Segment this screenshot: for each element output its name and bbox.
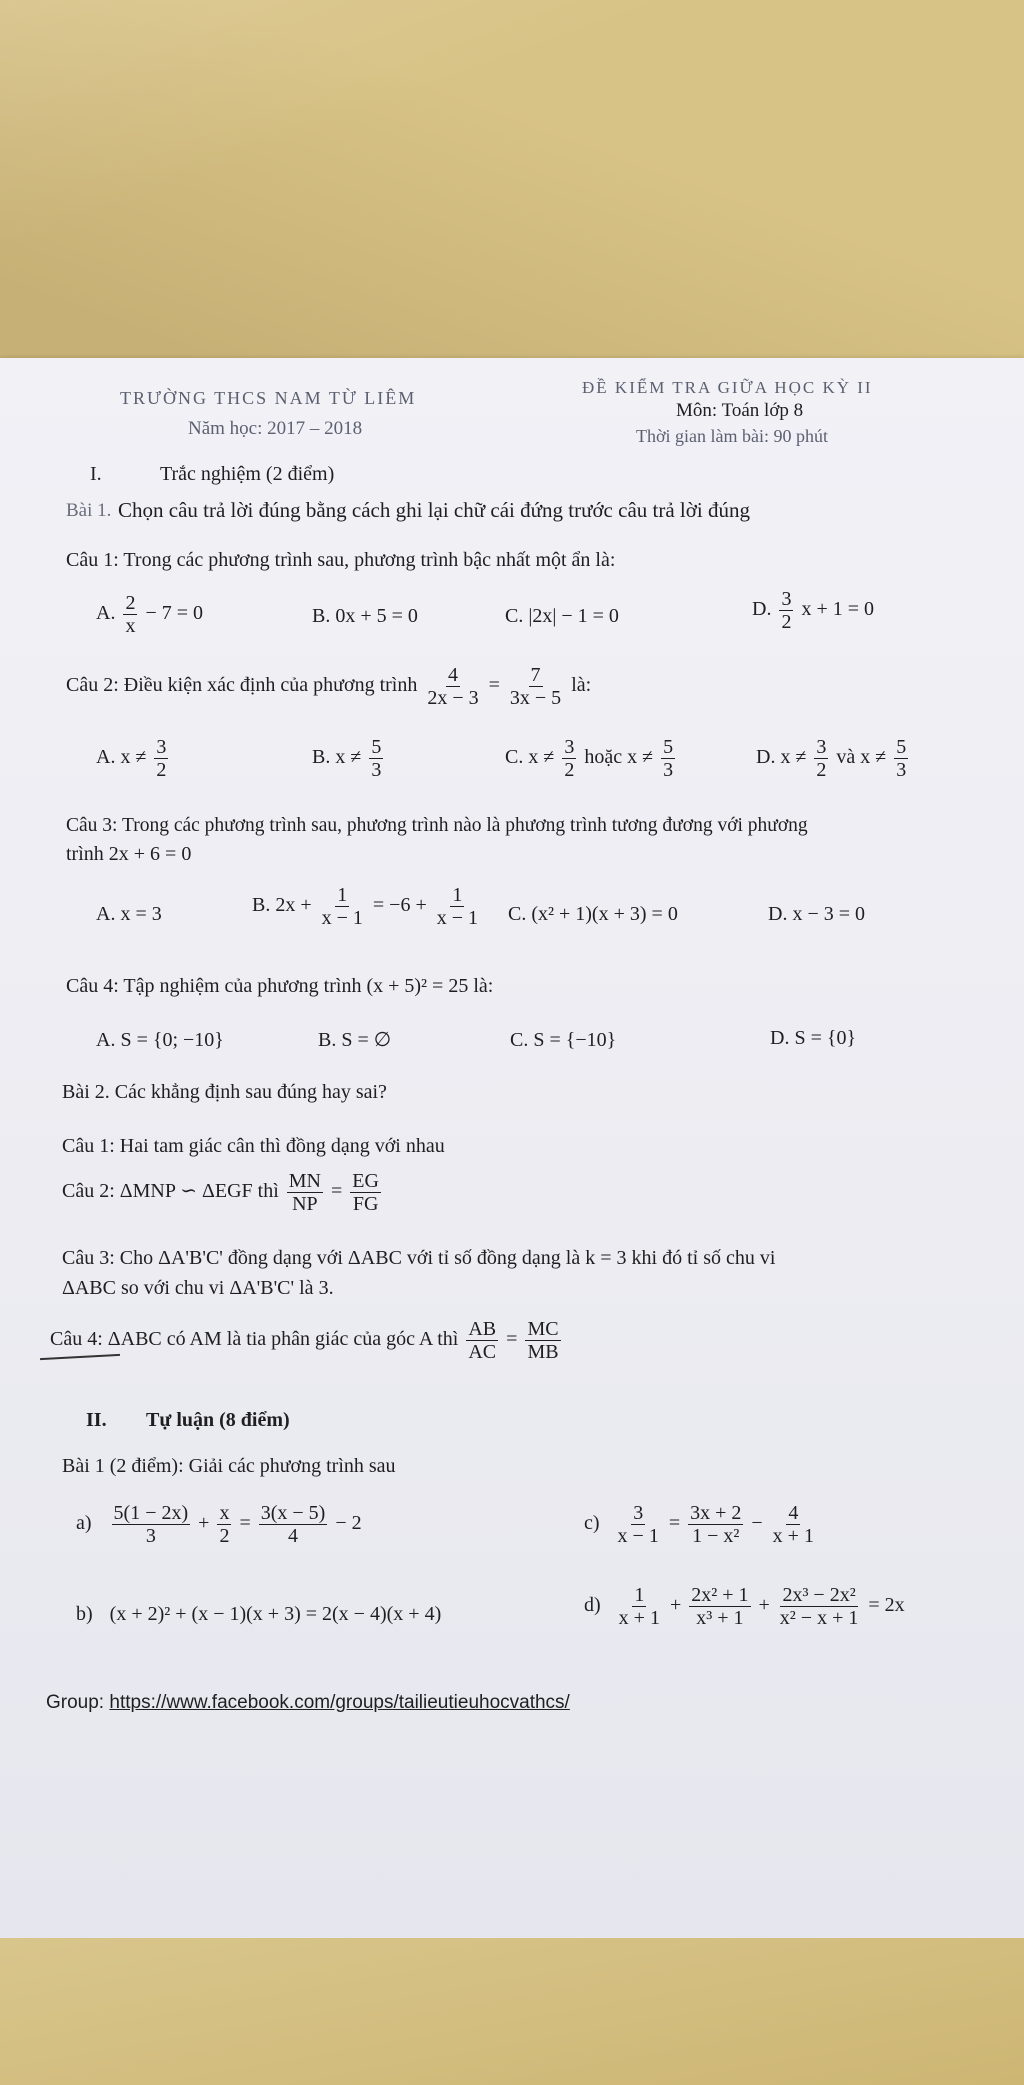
q2-fraction-1 <box>425 664 480 709</box>
eq-d-fraction-3 <box>778 1584 861 1629</box>
q2-c-label: C. x ≠ <box>505 746 555 769</box>
school-year: Năm học: 2017 – 2018 <box>188 418 363 439</box>
q2-option-a <box>96 736 171 781</box>
q3-b-mid: = −6 + <box>372 894 427 917</box>
s2-d1: NP <box>292 1193 318 1215</box>
part1-number: I. <box>90 463 102 485</box>
q1-a-label: A. <box>96 602 116 625</box>
part2-number: II. <box>86 1409 107 1431</box>
q2-option-b <box>312 736 386 781</box>
q2-a-den: 2 <box>156 759 167 781</box>
q4-option-a: A. S = {0; −10} <box>96 1029 224 1051</box>
eq-c-fraction-3 <box>771 1502 816 1547</box>
eq-c-label: c) <box>584 1512 600 1535</box>
q1-d-label: D. <box>752 598 772 621</box>
q2-c-den: 2 <box>564 759 575 781</box>
eq-a-label: a) <box>76 1512 92 1535</box>
q1-text: Câu 1: Trong các phương trình sau, phương trình bậc nhất một ẩn là: <box>66 549 616 571</box>
q1-option-d <box>752 588 874 633</box>
q2-b-den: 3 <box>371 759 382 781</box>
eq-c-d2: 1 − x² <box>692 1525 740 1547</box>
q1-d-tail: x + 1 = 0 <box>801 598 875 621</box>
eq-a-fraction-2 <box>217 1502 231 1547</box>
q3-b-fraction-2 <box>435 884 480 929</box>
q4-option-c: C. S = {−10} <box>510 1029 617 1051</box>
bai1-label: Bài 1. <box>66 500 112 521</box>
s4-eq: = <box>506 1328 518 1351</box>
q2-f1-num: 4 <box>447 664 458 686</box>
q1-d-num: 3 <box>781 588 792 610</box>
q2-c-num: 3 <box>564 736 575 758</box>
s2-fraction-2 <box>350 1170 381 1215</box>
q3-b-den2: x − 1 <box>436 907 479 929</box>
q4-text: Câu 4: Tập nghiệm của phương trình (x + 5)² = 25 là: <box>66 975 494 997</box>
q2-d-fraction-1 <box>814 736 828 781</box>
q2-a-fraction <box>154 736 168 781</box>
q2-text: Câu 2: Điều kiện xác định của phương trình <box>66 674 418 697</box>
eq-d-plus-2: + <box>758 1594 770 1617</box>
q2-stem <box>66 664 591 709</box>
q2-f1-den: 2x − 3 <box>427 687 479 709</box>
q2-f2-num: 7 <box>530 664 541 686</box>
q3-option-c: C. (x² + 1)(x + 3) = 0 <box>508 903 678 925</box>
eq-d-fraction-2 <box>689 1584 750 1629</box>
school-name: TRƯỜNG THCS NAM TỪ LIÊM <box>120 388 417 408</box>
part2-bai1: Bài 1 (2 điểm): Giải các phương trình sau <box>62 1455 396 1477</box>
q3-b-label: B. 2x + <box>252 894 312 917</box>
q3-b-fraction-1 <box>320 884 365 929</box>
exam-paper <box>0 358 1024 1938</box>
eq-d-fraction-1 <box>617 1584 662 1629</box>
bai2-statement-2 <box>62 1170 384 1215</box>
exam-title: ĐỀ KIỂM TRA GIỮA HỌC KỲ II <box>582 378 873 397</box>
bai2-heading: Bài 2. Các khẳng định sau đúng hay sai? <box>62 1081 387 1103</box>
q1-option-a <box>96 592 203 637</box>
s4-fraction-1 <box>466 1318 498 1363</box>
bai2-statement-1: Câu 1: Hai tam giác cân thì đồng dạng với nhau <box>62 1135 445 1157</box>
eq-a-fraction-1 <box>112 1502 191 1547</box>
eq-a-n2: x <box>219 1502 230 1524</box>
q2-option-c <box>505 736 678 781</box>
eq-c-d3: x + 1 <box>772 1525 814 1547</box>
eq-a-d3: 4 <box>288 1525 299 1547</box>
q2-c-num2: 5 <box>663 736 674 758</box>
q4-option-b: B. S = ∅ <box>318 1029 392 1051</box>
q2-d-den2: 3 <box>896 759 907 781</box>
q2-f2-den: 3x − 5 <box>509 687 562 709</box>
q2-c-den2: 3 <box>663 759 674 781</box>
eq-d-n2: 2x² + 1 <box>691 1584 749 1606</box>
footer-group <box>46 1692 570 1715</box>
q1-d-fraction <box>779 588 793 633</box>
q2-d-num2: 5 <box>896 736 907 758</box>
eq-d-label: d) <box>584 1594 601 1617</box>
bai2-statement-3-line-1: Câu 3: Cho ΔA'B'C' đồng dạng với ΔABC với tỉ số đồng dạng là k = 3 khi đó tỉ số chu vi <box>62 1247 776 1269</box>
footer-group-link[interactable]: https://www.facebook.com/groups/tailieutieuhocvathcs/ <box>109 1692 570 1713</box>
eq-b <box>76 1602 441 1626</box>
eq-b-body: (x + 2)² + (x − 1)(x + 3) = 2(x − 4)(x + 4) <box>109 1603 442 1625</box>
table-surface-top <box>0 0 1024 360</box>
q1-a-tail: − 7 = 0 <box>145 602 204 625</box>
q2-c-fraction-2 <box>661 736 675 781</box>
q2-option-d <box>756 736 911 781</box>
eq-d-n1: 1 <box>634 1584 645 1606</box>
eq-a-eq: = <box>239 1512 251 1535</box>
q2-d-den: 2 <box>816 759 827 781</box>
s2-text: Câu 2: ΔMNP ∽ ΔEGF thì <box>62 1180 279 1203</box>
eq-c-d1: x − 1 <box>617 1525 659 1547</box>
eq-a-d2: 2 <box>219 1525 230 1547</box>
exam-subject: Môn: Toán lớp 8 <box>676 400 804 421</box>
eq-d-d1: x + 1 <box>618 1607 660 1629</box>
eq-c <box>584 1502 819 1547</box>
eq-c-minus: − <box>751 1512 763 1535</box>
q1-a-den: x <box>125 615 136 637</box>
eq-c-fraction-1 <box>616 1502 661 1547</box>
q2-d-label: D. x ≠ <box>756 746 807 769</box>
q2-eq: = <box>488 674 500 697</box>
q2-tail: là: <box>571 674 592 697</box>
eq-a-n1: 5(1 − 2x) <box>113 1502 189 1524</box>
q2-a-label: A. x ≠ <box>96 746 147 769</box>
q2-a-num: 3 <box>156 736 167 758</box>
s4-d2: MB <box>527 1341 559 1363</box>
q3-b-num: 1 <box>337 884 348 906</box>
q3-text: Câu 3: Trong các phương trình sau, phương trình nào là phương trình tương đương với phương <box>66 815 808 836</box>
q3-option-d: D. x − 3 = 0 <box>768 903 866 925</box>
eq-a-plus: + <box>198 1512 210 1535</box>
s2-n2: EG <box>352 1170 379 1192</box>
eq-a-d1: 3 <box>145 1525 156 1547</box>
s4-n2: MC <box>527 1318 559 1340</box>
eq-d-d2: x³ + 1 <box>696 1607 744 1629</box>
bai2-statement-4 <box>50 1318 564 1363</box>
s4-n1: AB <box>468 1318 497 1340</box>
q3-b-num2: 1 <box>452 884 463 906</box>
q1-d-den: 2 <box>781 611 792 633</box>
q4-option-d: D. S = {0} <box>770 1027 857 1049</box>
q1-a-fraction <box>123 592 137 637</box>
q2-d-fraction-2 <box>894 736 908 781</box>
eq-d <box>584 1584 905 1629</box>
exam-duration: Thời gian làm bài: 90 phút <box>636 426 828 446</box>
bai2-statement-3-line-2: ΔABC so với chu vi ΔA'B'C' là 3. <box>62 1277 334 1299</box>
q2-b-num: 5 <box>371 736 382 758</box>
s4-text: Câu 4: ΔABC có AM là tia phân giác của góc A thì <box>50 1328 459 1351</box>
eq-c-eq: = <box>668 1512 681 1535</box>
footer-group-label: Group: <box>46 1692 105 1713</box>
part2-heading: Tự luận (8 điểm) <box>146 1409 290 1431</box>
eq-a-n3: 3(x − 5) <box>260 1502 326 1524</box>
s4-d1: AC <box>468 1341 497 1363</box>
q3-option-a: A. x = 3 <box>96 903 162 925</box>
eq-c-n3: 4 <box>788 1502 799 1524</box>
eq-d-d3: x² − x + 1 <box>779 1607 859 1629</box>
q1-option-c: C. |2x| − 1 = 0 <box>505 605 619 627</box>
eq-c-fraction-2 <box>688 1502 743 1547</box>
q1-a-num: 2 <box>125 592 136 614</box>
q2-d-num: 3 <box>816 736 827 758</box>
eq-c-n1: 3 <box>633 1502 644 1524</box>
eq-a <box>76 1502 362 1547</box>
eq-d-tail: = 2x <box>868 1594 905 1617</box>
q3-b-den: x − 1 <box>321 907 363 929</box>
table-surface-bottom <box>0 1930 1024 2085</box>
s2-d2: FG <box>352 1193 379 1215</box>
q2-fraction-2 <box>508 664 563 709</box>
eq-d-plus-1: + <box>669 1594 682 1617</box>
eq-d-n3: 2x³ − 2x² <box>782 1584 856 1606</box>
q1-option-b: B. 0x + 5 = 0 <box>312 605 418 627</box>
bai1-instruction: Chọn câu trả lời đúng bằng cách ghi lại chữ cái đứng trước câu trả lời đúng <box>118 498 750 522</box>
part1-heading: Trắc nghiệm (2 điểm) <box>160 463 335 485</box>
eq-a-tail: − 2 <box>335 1512 362 1535</box>
eq-c-n2: 3x + 2 <box>690 1502 742 1524</box>
eq-b-label: b) <box>76 1603 93 1625</box>
q3-option-b <box>252 884 483 929</box>
s2-n1: MN <box>288 1170 321 1192</box>
q2-c-fraction-1 <box>562 736 576 781</box>
eq-a-fraction-3 <box>259 1502 328 1547</box>
s2-fraction-1 <box>287 1170 323 1215</box>
s2-eq: = <box>331 1180 343 1203</box>
q2-b-fraction <box>369 736 383 781</box>
q2-d-mid: và x ≠ <box>836 746 887 769</box>
q2-c-mid: hoặc x ≠ <box>584 746 654 769</box>
s4-fraction-2 <box>525 1318 560 1363</box>
q3-text-2: trình 2x + 6 = 0 <box>66 843 192 865</box>
q2-b-label: B. x ≠ <box>312 746 362 769</box>
